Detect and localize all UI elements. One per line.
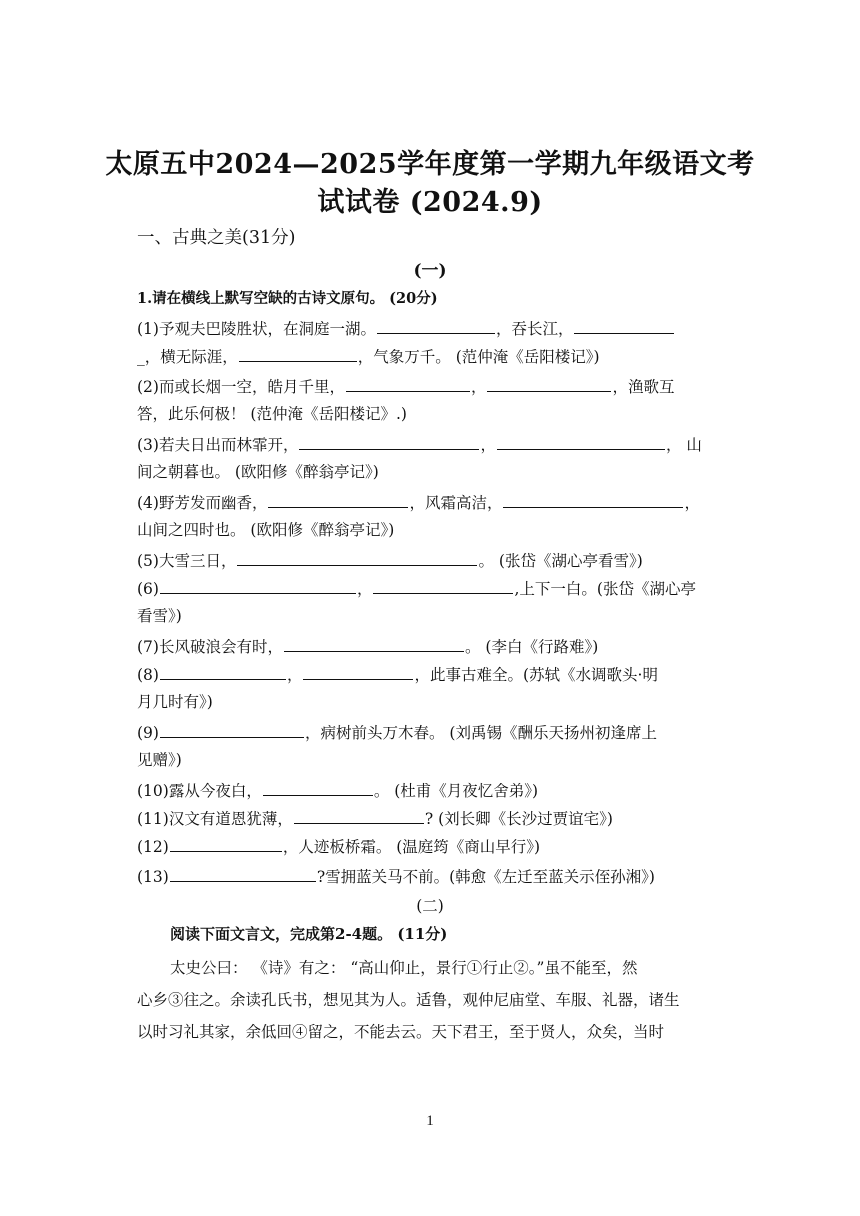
item-text: (11)汉文有道恩犹薄， [137,810,293,828]
item-text: (3)若夫日出而林霏开， [137,436,299,454]
item-text: (9) [137,724,159,742]
item-text: (2)而或长烟一空，皓月千里， [137,378,345,396]
answer-blank[interactable] [239,346,357,362]
passage-line-2: 心乡③往之。余读孔氏书，想见其为人。适鲁，观仲尼庙堂、车服、礼器，诸生 [137,991,680,1009]
item-4-line-2: 山间之四时也。 (欧阳修《醉翁亭记》) [137,521,395,539]
item-1-line-2 [137,346,737,367]
item-text: (6) [137,580,159,598]
item-text: (12) [137,838,169,856]
item-8-line-2: 月几时有》) [137,693,213,711]
item-12-line [137,836,737,857]
item-9-line-1 [137,722,737,743]
item-6-line-1 [137,578,737,599]
item-11-line [137,808,737,829]
item-text: ，病树前头万木春。 (刘禹锡《酬乐天扬州初逢席上 [304,724,657,742]
passage-line-3: 以时习礼其家，余低回④留之，不能去云。天下君王，至于贤人，众矣，当时 [137,1023,665,1041]
item-5-line [137,550,737,571]
item-text: ? (刘长卿《长沙过贾谊宅》) [424,810,613,828]
item-13-line [137,866,737,887]
item-text: ， [684,494,700,512]
item-6-line-2: 看雪》) [137,607,182,625]
section-heading: 一、古典之美(31分) [137,228,296,248]
item-text: _，横无际涯， [137,348,238,366]
item-text: (10)露从今夜白， [137,782,262,800]
answer-blank[interactable] [299,434,479,450]
answer-blank[interactable] [237,550,477,566]
item-4-line-1 [137,492,737,513]
item-text: ，气象万千。 (范仲淹《岳阳楼记》) [357,348,600,366]
item-text: 。 (杜甫《月夜忆舍弟》) [373,782,539,800]
item-text: (1)予观夫巴陵胜状，在洞庭一湖。 [137,320,376,338]
answer-blank[interactable] [294,808,424,824]
item-text: (5)大雪三日， [137,552,237,570]
item-10-line [137,780,737,801]
item-text: ，渔歌互 [612,378,675,396]
exam-title-line-2: 试试卷 (2024.9) [317,187,543,218]
item-text: (4)野芳发而幽香， [137,494,268,512]
item-7-line [137,636,737,657]
item-text: ， 山 [665,436,702,454]
question-1-heading: 1.请在横线上默写空缺的古诗文原句。 (20分) [137,290,438,307]
item-8-line-1 [137,664,737,685]
answer-blank[interactable] [170,866,316,882]
answer-blank[interactable] [160,664,286,680]
item-text: (7)长风破浪会有时， [137,638,283,656]
item-text: ，此事古难全。(苏轼《水调歌头·明 [414,666,658,684]
item-2-line-1 [137,376,737,397]
answer-blank[interactable] [497,434,665,450]
answer-blank[interactable] [170,836,282,852]
answer-blank[interactable] [373,578,513,594]
item-text: ， [480,436,496,454]
answer-blank[interactable] [268,492,408,508]
item-text: (8) [137,666,159,684]
answer-blank[interactable] [574,318,674,334]
item-3-line-1 [137,434,737,455]
passage-line-1: 太史公曰： 《诗》有之： “高山仰止，景行①行止②。”虽不能至，然 [170,959,638,977]
answer-blank[interactable] [160,578,356,594]
exam-title-line-1: 太原五中2024—2025学年度第一学期九年级语文考 [105,149,755,180]
item-text: 。 (张岱《湖心亭看雪》) [478,552,643,570]
answer-blank[interactable] [303,664,413,680]
item-text: ，人迹板桥霜。 (温庭筠《商山早行》) [282,838,541,856]
answer-blank[interactable] [346,376,470,392]
item-text: 。 (李白《行路难》) [464,638,599,656]
answer-blank[interactable] [503,492,683,508]
item-2-line-2: 答，此乐何极！ (范仲淹《岳阳楼记》.) [137,405,407,423]
answer-blank[interactable] [263,780,373,796]
item-text: ，吞长江， [495,320,574,338]
item-text: ， [286,666,303,684]
item-text: ， [356,580,373,598]
item-text: (13) [137,868,169,886]
item-text: ,上下一白。(张岱《湖心亭 [514,580,696,598]
item-text: ， [470,378,487,396]
answer-blank[interactable] [377,318,495,334]
part-one-heading: (一) [413,261,447,281]
reading-instruction: 阅读下面文言文，完成第2-4题。 (11分) [170,925,448,943]
part-two-heading: (二) [416,897,444,915]
item-text: ?雪拥蓝关马不前。(韩愈《左迁至蓝关示侄孙湘》) [316,868,655,886]
item-text: ，风霜高洁， [409,494,503,512]
item-1-line-1 [137,318,737,339]
answer-blank[interactable] [284,636,464,652]
answer-blank[interactable] [487,376,611,392]
page-number: 1 [426,1113,434,1129]
item-3-line-2: 间之朝暮也。 (欧阳修《醉翁亭记》) [137,463,379,481]
item-9-line-2: 见赠》) [137,751,182,769]
answer-blank[interactable] [160,722,304,738]
